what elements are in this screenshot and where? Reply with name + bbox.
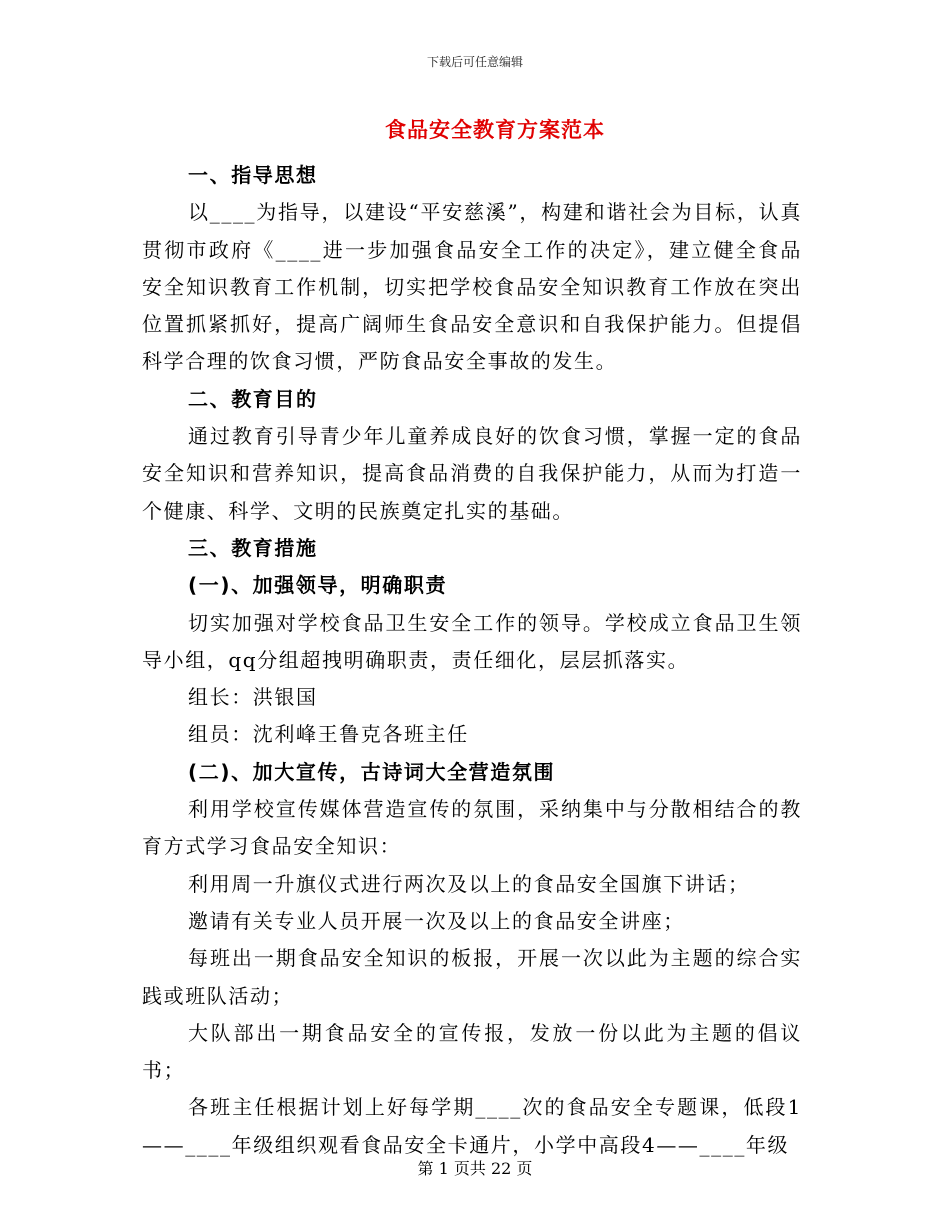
paragraph: 每班出一期食品安全知识的板报，开展一次以此为主题的综合实践或班队活动； — [142, 946, 802, 1008]
paragraph: 各班主任根据计划上好每学期____次的食品安全专题课，低段1——____年级组织观看食品安全卡通片，小学中高段4——____年级 — [142, 1095, 802, 1157]
paragraph: 利用周一升旗仪式进行两次及以上的食品安全国旗下讲话； — [188, 871, 750, 896]
document-title: 食品安全教育方案范本 — [385, 118, 605, 142]
page-header: 下载后可任意编辑 — [426, 55, 523, 69]
section-heading: 一、指导思想 — [188, 163, 318, 187]
paragraph: 组员：沈利峰王鲁克各班主任 — [188, 722, 469, 747]
document-body — [142, 157, 802, 1164]
section-heading: 二、教育目的 — [188, 386, 318, 411]
page-footer: 第 1 页共 22 页 — [417, 1159, 533, 1178]
paragraph: 利用学校宣传媒体营造宣传的氛围，采纳集中与分散相结合的教育方式学习食品安全知识： — [142, 797, 802, 859]
paragraph: 通过教育引导青少年儿童养成良好的饮食习惯，掌握一定的食品安全知识和营养知识，提高食品消费的自我保护能力，从而为打造一个健康、科学、文明的民族奠定扎实的基础。 — [142, 424, 802, 523]
subsection-heading: (二)、加大宣传，古诗词大全营造氛围 — [188, 759, 556, 784]
paragraph: 大队部出一期食品安全的宣传报，发放一份以此为主题的倡议书； — [142, 1020, 802, 1083]
paragraph: 邀请有关专业人员开展一次及以上的食品安全讲座； — [188, 908, 685, 933]
paragraph: 切实加强对学校食品卫生安全工作的领导。学校成立食品卫生领导小组，qq分组超拽明确职责，责任细化，层层抓落实。 — [142, 610, 802, 672]
paragraph: 以____为指导，以建设“平安慈溪”，构建和谐社会为目标，认真贯彻市政府《____进一步加强食品安全工作的决定》，建立健全食品安全知识教育工作机制，切实把学校食品安全知识教育工作放在突出位置抓紧抓好，提高广阔师生食品安全意识和自我保护能力。但提倡科学合理的饮食习惯，严防食品安全事故的发生。 — [142, 200, 802, 374]
section-heading: 三、教育措施 — [188, 535, 318, 560]
paragraph: 组长：洪银国 — [188, 685, 318, 710]
subsection-heading: (一)、加强领导，明确职责 — [188, 573, 448, 598]
